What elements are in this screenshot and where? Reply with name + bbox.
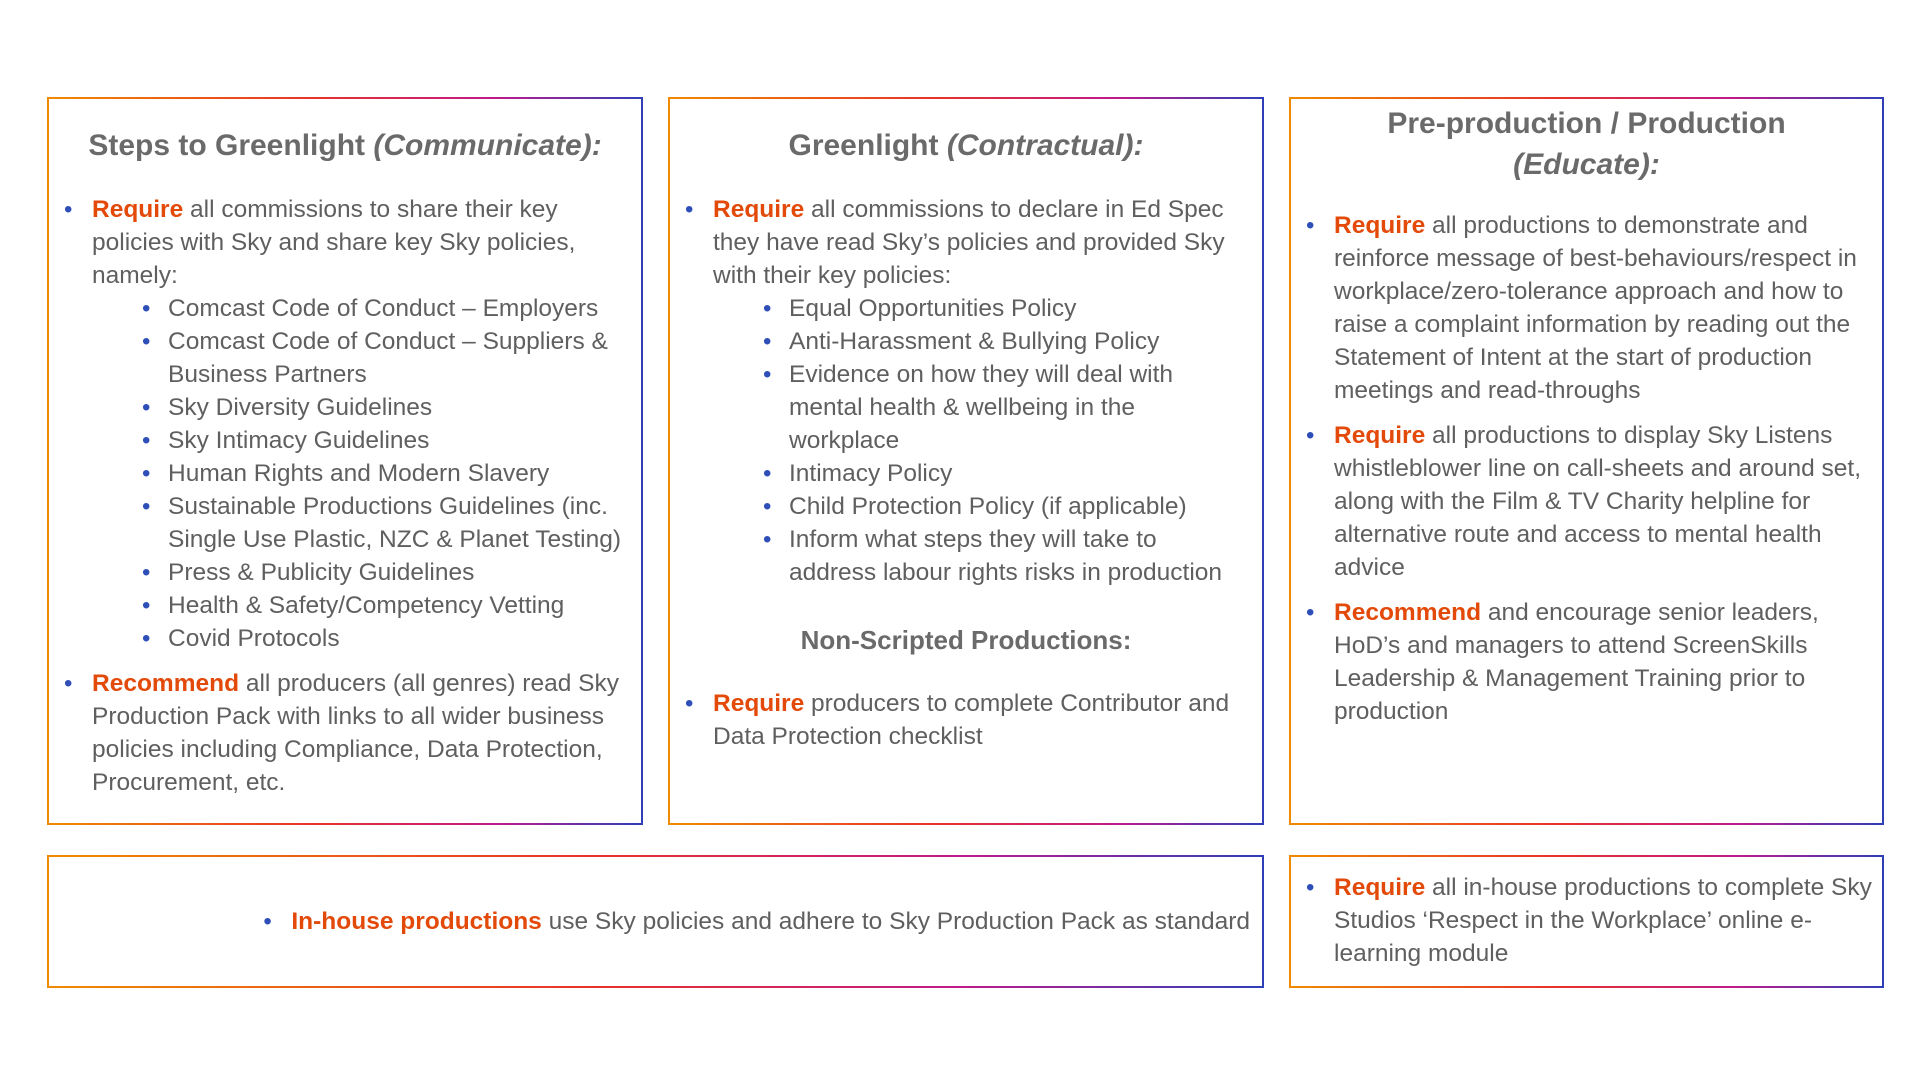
bullet-list [670, 193, 1250, 589]
sub-bullet-list [92, 292, 627, 655]
heading-text: Steps to Greenlight [88, 129, 374, 162]
item-text: all productions to display Sky Listens whistleblower line on call-sheets and around set, along with the Film & TV Charity helpline for alternative route and access to mental health advice [1334, 422, 1862, 581]
sub-list-item: • Press & Publicity Guidelines [168, 556, 627, 589]
panel-communicate [47, 97, 643, 825]
keyword-require: Require [92, 196, 184, 223]
item-text: all commissions to share their key policies with Sky and share key Sky policies, namely: [92, 196, 576, 289]
heading-italic: (Contractual): [946, 129, 1144, 162]
bullet-list [49, 193, 627, 799]
heading-text: Greenlight [788, 129, 947, 162]
sub-list-item: • Comcast Code of Conduct – Employers [168, 292, 627, 325]
sub-list-item: • Intimacy Policy [789, 457, 1250, 490]
panel-heading [49, 125, 641, 166]
sub-list-item: • Sky Intimacy Guidelines [168, 424, 627, 457]
bullet-list [248, 905, 1250, 938]
sub-list-item: • Equal Opportunities Policy [789, 292, 1250, 325]
item-text: all commissions to declare in Ed Spec they have read Sky’s policies and provided Sky with their key policies: [713, 196, 1225, 289]
sub-list-item: • Health & Safety/Competency Vetting [168, 589, 627, 622]
heading-text: Pre-production / Production [1387, 107, 1786, 140]
keyword-recommend: Recommend [92, 670, 240, 697]
list-item [92, 193, 627, 655]
item-text: producers to complete Contributor and Data Protection checklist [713, 690, 1230, 750]
keyword-require: Require [1334, 874, 1426, 901]
sub-bullet-list [713, 292, 1250, 589]
panel-heading [670, 125, 1262, 166]
keyword-require: Require [1334, 212, 1426, 239]
panel-contractual [668, 97, 1264, 825]
item-text: all producers (all genres) read Sky Production Pack with links to all wider business policies including Compliance, Data Protection, Procurement, etc. [92, 670, 619, 796]
bullet-list [1291, 209, 1872, 728]
panel-in-house [47, 855, 1264, 988]
sub-list-item: • Evidence on how they will deal with mental health & wellbeing in the workplace [789, 358, 1250, 457]
keyword-recommend: Recommend [1334, 599, 1482, 626]
sub-list-item: • Human Rights and Modern Slavery [168, 457, 627, 490]
panel-in-house-training [1289, 855, 1884, 988]
keyword-require: Require [713, 690, 805, 717]
heading-italic: (Communicate): [373, 129, 602, 162]
list-item [291, 905, 1250, 938]
keyword-require: Require [1334, 422, 1426, 449]
subheading-non-scripted: Non-Scripted Productions: [800, 625, 1132, 655]
heading-italic: (Educate): [1513, 148, 1660, 181]
list-item [1334, 596, 1872, 728]
list-item [1334, 209, 1872, 407]
sub-list-item: • Covid Protocols [168, 622, 627, 655]
keyword-in-house: In-house productions [291, 908, 542, 935]
item-text: use Sky policies and adhere to Sky Production Pack as standard [541, 908, 1250, 935]
bullet-list [1291, 871, 1872, 970]
sub-list-item: • Sky Diversity Guidelines [168, 391, 627, 424]
sub-list-item: • Anti-Harassment & Bullying Policy [789, 325, 1250, 358]
item-text: all in-house productions to complete Sky Studios ‘Respect in the Workplace’ online e-learning module [1334, 874, 1872, 967]
panel-educate [1289, 97, 1884, 825]
item-text: all productions to demonstrate and reinforce message of best-behaviours/respect in workplace/zero-tolerance approach and how to raise a complaint information by reading out the Statement of Intent at the start of production meetings and read-throughs [1334, 212, 1857, 404]
item-text: and encourage senior leaders, HoD’s and managers to attend ScreenSkills Leadership & Management Training prior to production [1334, 599, 1819, 725]
bullet-list [670, 687, 1250, 753]
panel-heading [1291, 103, 1882, 185]
sub-list-item: • Inform what steps they will take to address labour rights risks in production [789, 523, 1250, 589]
sub-list-item: • Sustainable Productions Guidelines (inc. Single Use Plastic, NZC & Planet Testing) [168, 490, 627, 556]
list-item [1334, 871, 1872, 970]
list-item [713, 687, 1250, 753]
list-item [92, 667, 627, 799]
list-item [713, 193, 1250, 589]
sub-list-item: • Comcast Code of Conduct – Suppliers & Business Partners [168, 325, 627, 391]
sub-list-item: • Child Protection Policy (if applicable) [789, 490, 1250, 523]
keyword-require: Require [713, 196, 805, 223]
list-item [1334, 419, 1872, 584]
